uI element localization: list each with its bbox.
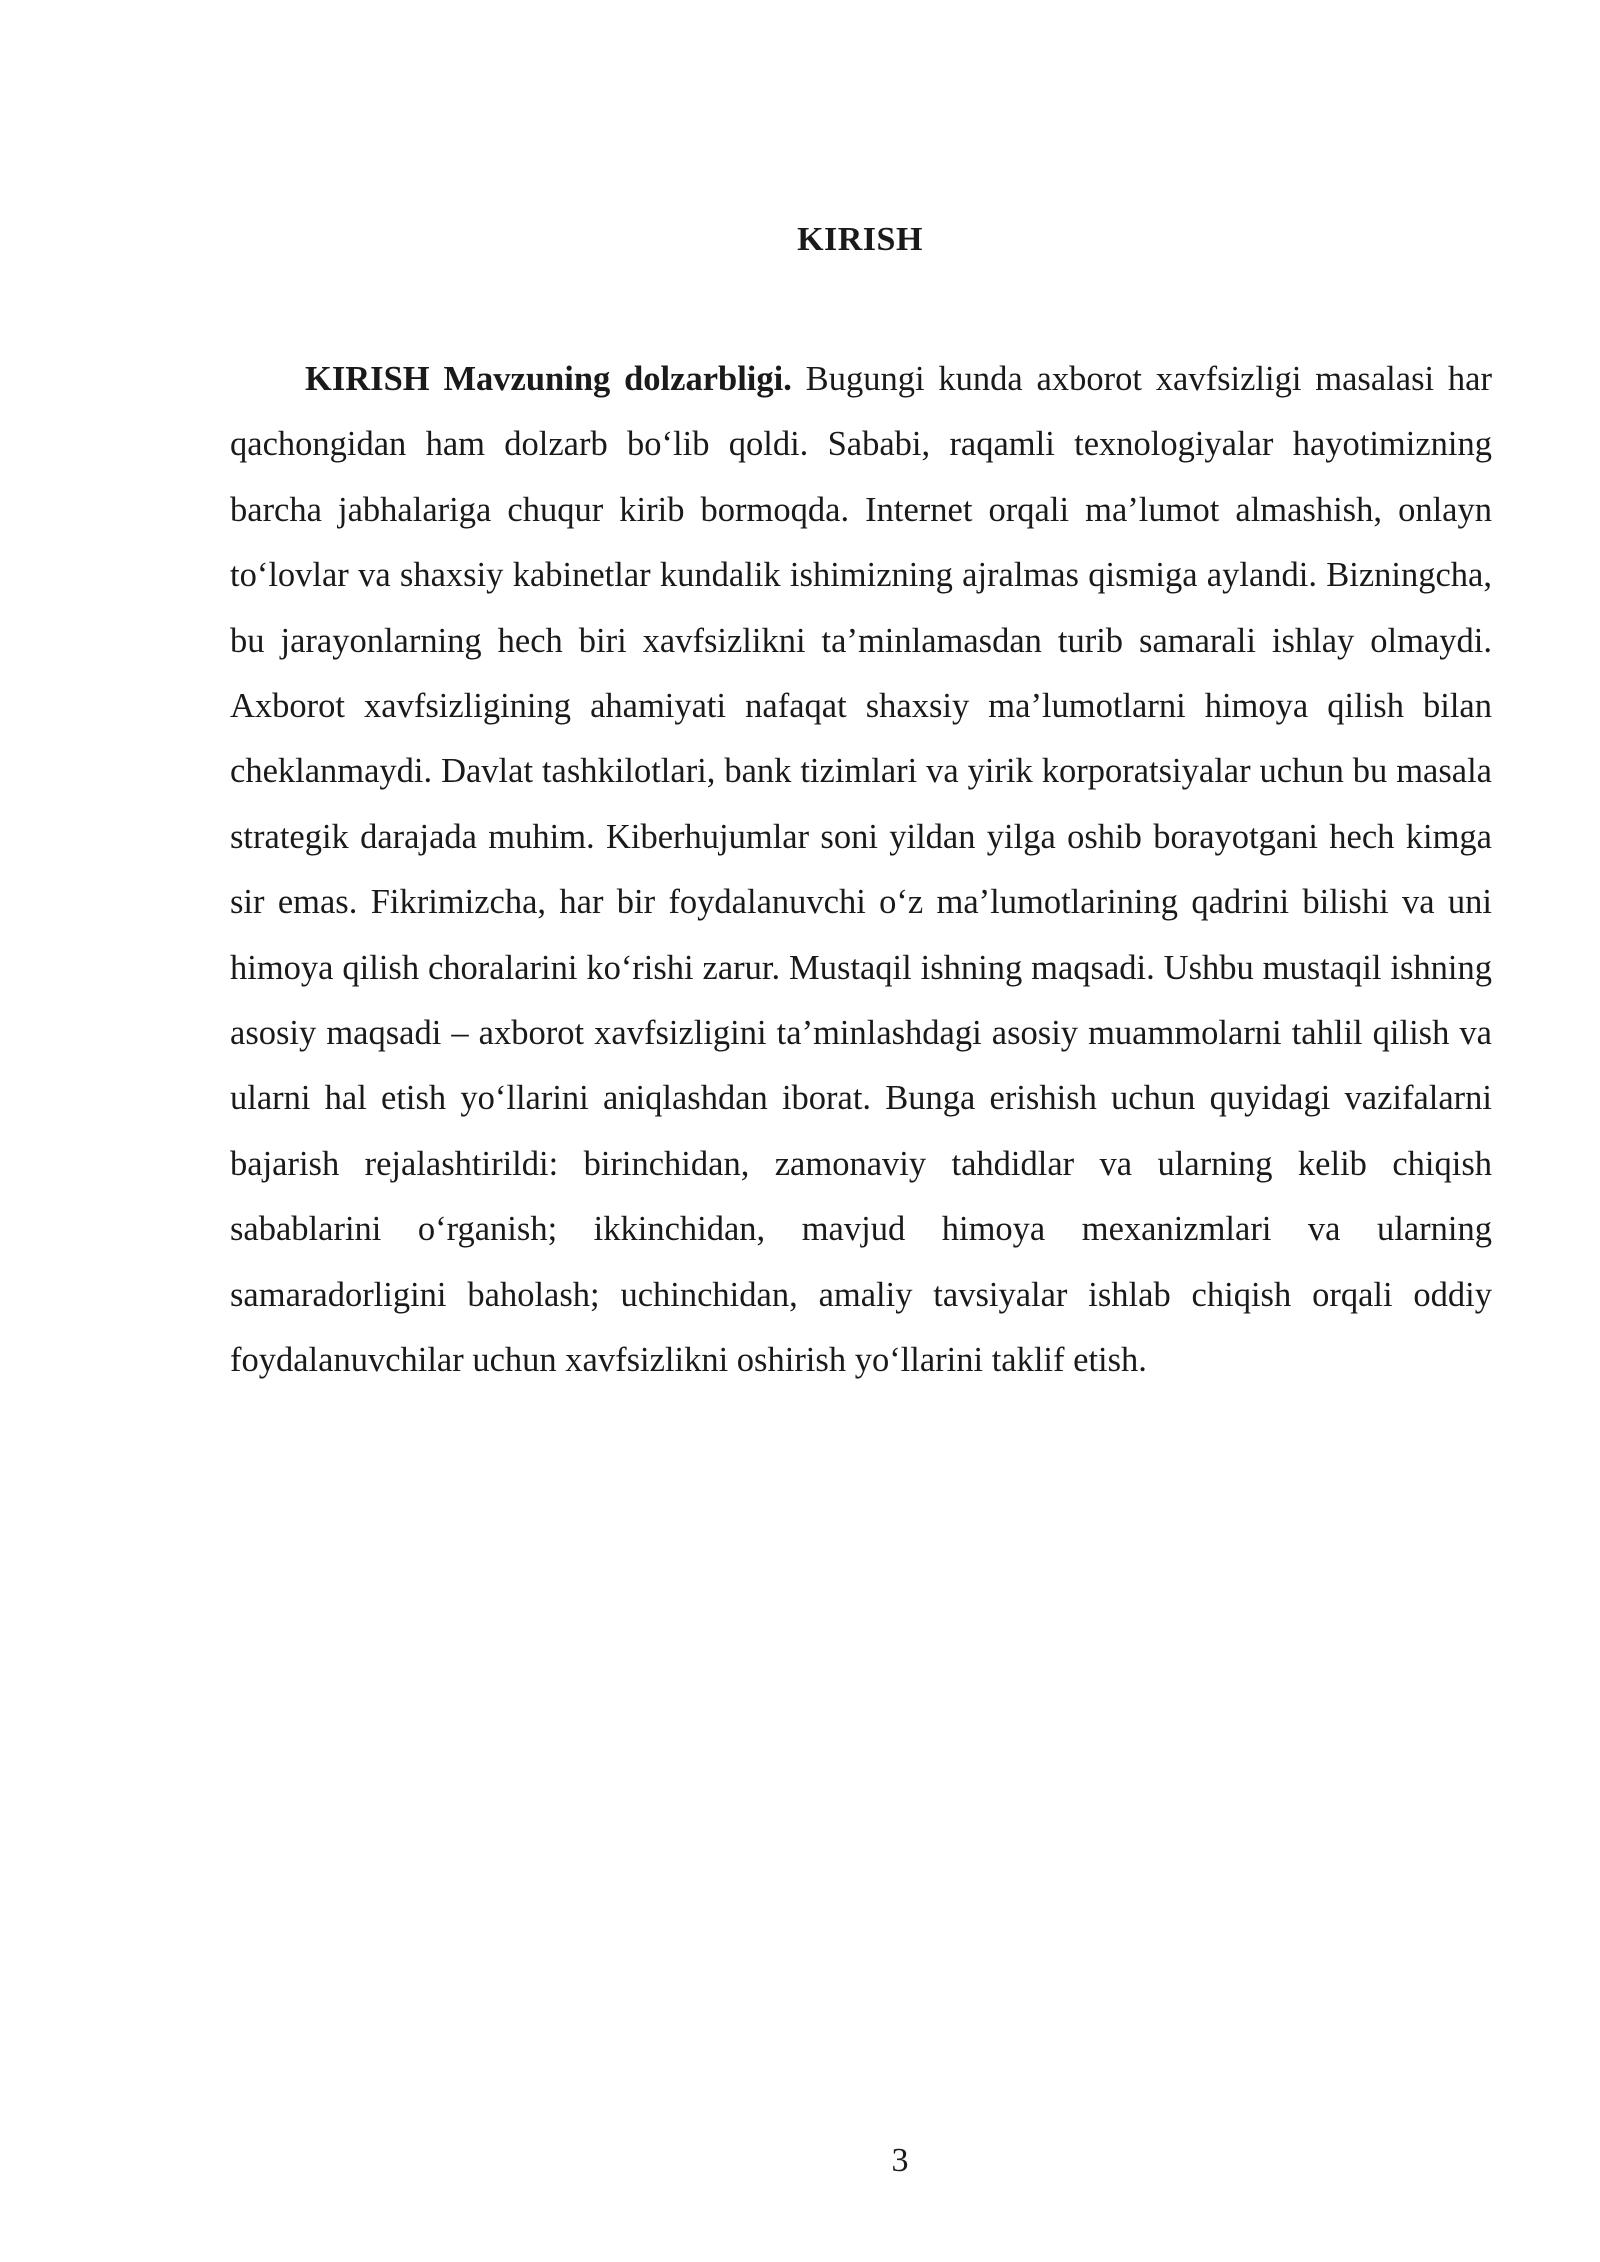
intro-paragraph bbox=[230, 347, 1492, 1394]
paragraph-text: Bugungi kunda axborot xavfsizligi masalasi har qachongidan ham dolzarb bo‘lib qoldi. Sababi, raqamli texnologiyalar hayotimizning barcha jabhalariga chuqur kirib bormoqda. Internet orqali ma’lumot almashish, onlayn to‘lovlar va shaxsiy kabinetlar kundalik ishimizning ajralmas qismiga aylandi. Bizningcha, bu jarayonlarning hech biri xavfsizlikni ta’minlamasdan turib samarali ishlay olmaydi. Axborot xavfsizligining ahamiyati nafaqat shaxsiy ma’lumotlarni himoya qilish bilan cheklanmaydi. Davlat tashkilotlari, bank tizimlari va yirik korporatsiyalar uchun bu masala strategik darajada muhim. Kiberhujumlar soni yildan yilga oshib borayotgani hech kimga sir emas. Fikrimizcha, har bir foydalanuvchi o‘z ma’lumotlarining qadrini bilishi va uni himoya qilish choralarini ko‘rishi zarur. Mustaqil ishning maqsadi. Ushbu mustaqil ishning asosiy maqsadi – axborot xavfsizligini ta’minlashdagi asosiy muammolarni tahlil qilish va ularni hal etish yo‘llarini aniqlashdan iborat. Bunga erishish uchun quyidagi vazifalarni bajarish rejalashtirildi: birinchidan, zamonaviy tahdidlar va ularning kelib chiqish sabablarini o‘rganish; ikkinchidan, mavjud himoya mexanizmlari va ularning samaradorligini baholash; uchinchidan, amaliy tavsiyalar ishlab chiqish orqali oddiy foydalanuvchilar uchun xavfsizlikni oshirish yo‘llarini taklif etish. bbox=[230, 360, 1492, 1380]
page-title: KIRISH bbox=[797, 221, 923, 258]
page-number: 3 bbox=[891, 2142, 909, 2179]
paragraph-lead: KIRISH Mavzuning dolzarbligi. bbox=[305, 360, 792, 398]
